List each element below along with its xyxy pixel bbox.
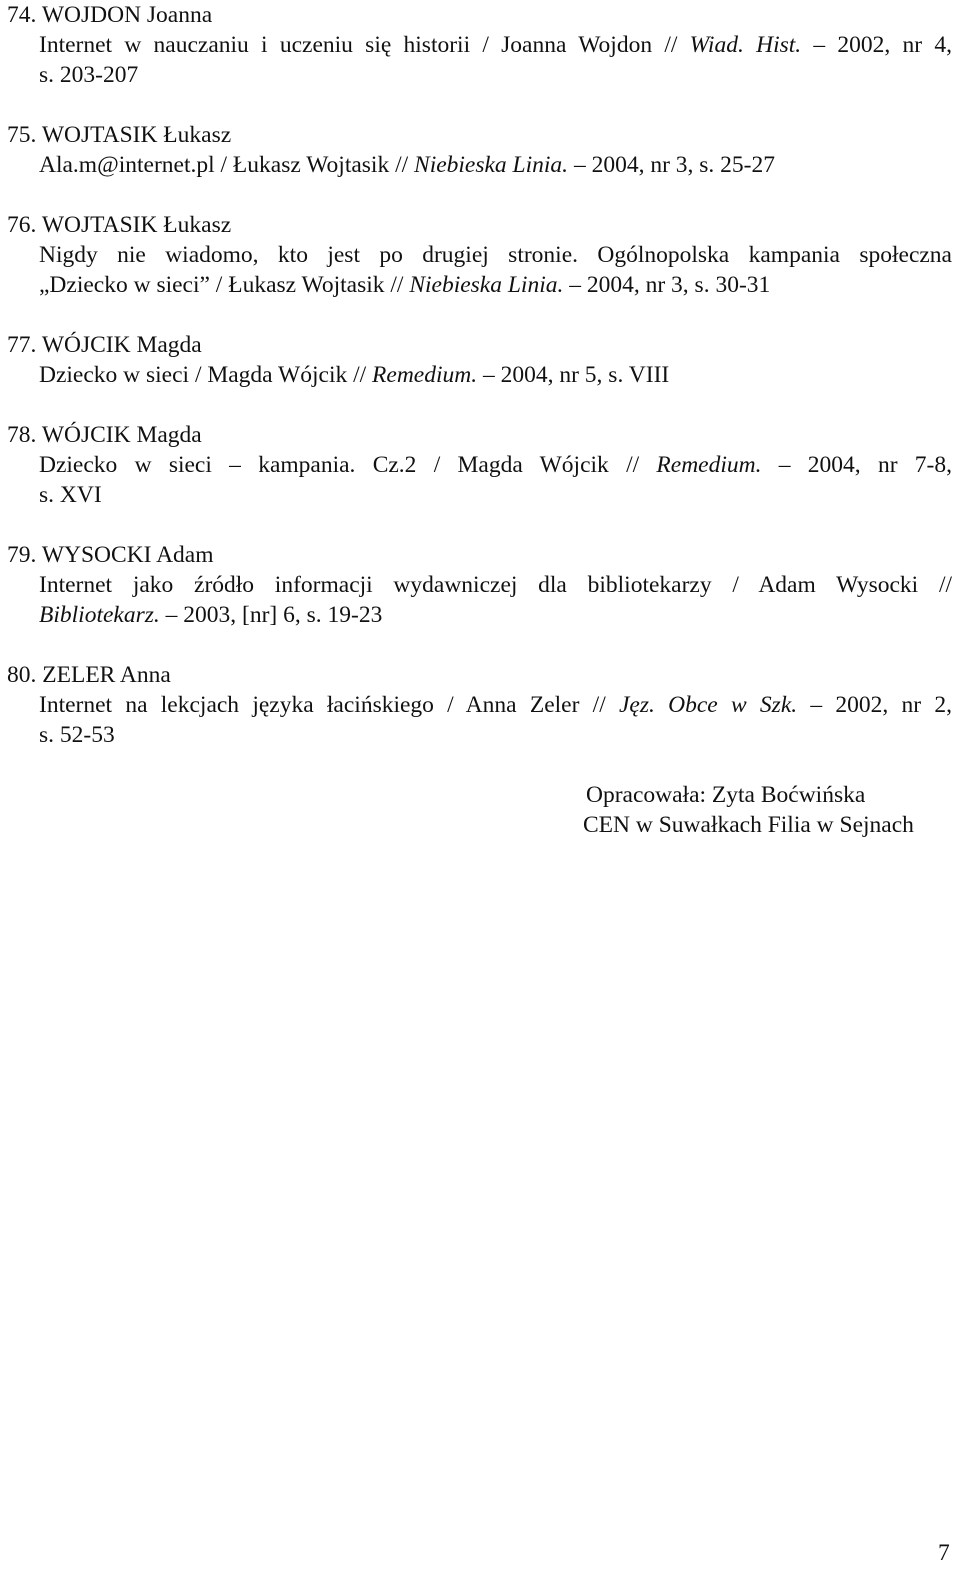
journal-title: Niebieska Linia. [414, 152, 569, 178]
citation-text: Nigdy nie wiadomo, kto jest po drugiej stronie. Ogólnopolska kampania społeczna [39, 242, 952, 268]
citation-text: s. 52-53 [39, 722, 115, 748]
entry-description-line [39, 60, 138, 90]
citation-text: Internet jako źródło informacji wydawniczej dla bibliotekarzy / Adam Wysocki // [39, 572, 952, 598]
entry-description-line [39, 480, 102, 510]
entry-description-line [39, 720, 115, 750]
citation-text: – 2004, nr 7-8, [761, 452, 953, 478]
citation-text: – 2004, nr 3, s. 25-27 [568, 152, 775, 178]
entry-heading: 78. WÓJCIK Magda [7, 422, 202, 448]
journal-title: Wiad. Hist. [689, 32, 802, 58]
compiler-name: Opracowała: Zyta Boćwińska [586, 782, 866, 808]
citation-text: – 2004, nr 5, s. VIII [477, 362, 670, 388]
entry-description-line [39, 150, 775, 180]
entry-description-line [39, 570, 952, 600]
journal-title: Remedium. [372, 362, 478, 388]
entry-description-line [39, 30, 952, 60]
citation-text: Ala.m@internet.pl / Łukasz Wojtasik // [39, 152, 415, 178]
citation-text: Internet w nauczaniu i uczeniu się historii / Joanna Wojdon // [39, 32, 690, 58]
entry-description-line [39, 270, 770, 300]
page-number: 7 [938, 1540, 950, 1566]
entry-description-line [39, 450, 952, 480]
citation-text: Dziecko w sieci – kampania. Cz.2 / Magda Wójcik // [39, 452, 657, 478]
entry-description-line [39, 240, 952, 270]
journal-title: Jęz. Obce w Szk. [619, 692, 798, 718]
citation-text: Dziecko w sieci / Magda Wójcik // [39, 362, 373, 388]
entry-description-line [39, 360, 669, 390]
citation-text: – 2002, nr 4, [801, 32, 953, 58]
entry-heading: 75. WOJTASIK Łukasz [7, 122, 232, 148]
entry-heading: 77. WÓJCIK Magda [7, 332, 202, 358]
citation-text: – 2003, [nr] 6, s. 19-23 [159, 602, 383, 628]
citation-text: – 2004, nr 3, s. 30-31 [563, 272, 771, 298]
entry-description-line [39, 600, 382, 630]
citation-text: s. 203-207 [39, 62, 139, 88]
citation-text: – 2002, nr 2, [797, 692, 952, 718]
journal-title: Bibliotekarz. [39, 602, 160, 628]
entry-description-line [39, 690, 952, 720]
compiler-institution: CEN w Suwałkach Filia w Sejnach [583, 812, 914, 838]
entry-heading: 76. WOJTASIK Łukasz [7, 212, 232, 238]
citation-text: s. XVI [39, 482, 102, 508]
citation-text: „Dziecko w sieci” / Łukasz Wojtasik // [39, 272, 410, 298]
journal-title: Remedium. [656, 452, 762, 478]
citation-text: Internet na lekcjach języka łacińskiego / Anna Zeler // [39, 692, 619, 718]
entry-heading: 79. WYSOCKI Adam [7, 542, 214, 568]
entry-heading: 80. ZELER Anna [7, 662, 171, 688]
journal-title: Niebieska Linia. [409, 272, 564, 298]
entry-heading: 74. WOJDON Joanna [7, 2, 213, 28]
